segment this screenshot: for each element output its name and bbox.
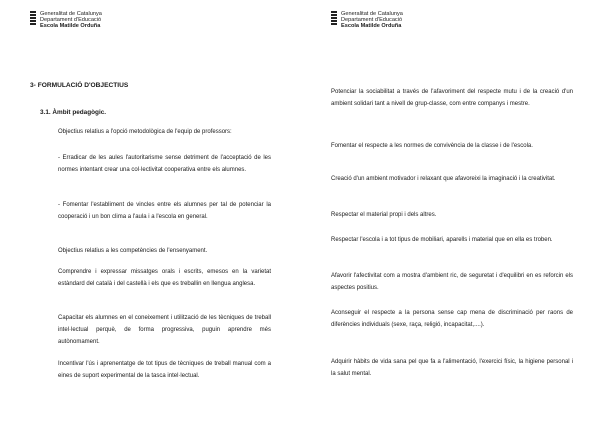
paragraph: Potenciar la sociabilitat a través de l'afavoriment del respecte mutu i de la creació d'un ambient solidari tant a nivell de grup-classe, com entre companys i mestre. <box>331 89 573 108</box>
header-line-school: Escola Matilde Orduña <box>40 23 101 30</box>
generalitat-logo-icon <box>331 11 337 28</box>
subsection-title: 3.1. Àmbit pedagògic. <box>40 109 107 116</box>
paragraph: Aconseguir el respecte a la persona sense cap mena de discriminació per raons de diferències individuals (sexe, raça, religió, incapacitat,....). <box>331 310 573 329</box>
paragraph: Creació d'un ambient motivador i relaxant que afavoreixi la imaginació i la creativitat. <box>331 176 556 182</box>
paragraph: Respectar el material propi i dels altres. <box>331 212 437 218</box>
right-page <box>300 0 600 424</box>
paragraph: Adquirir hàbits de vida sana pel que fa a l'alimentació, l'exercici físic, la higiene personal i la salut mental. <box>331 359 573 378</box>
header-line-institution: Generalitat de Catalunya <box>341 11 403 17</box>
header-line-institution: Generalitat de Catalunya <box>40 11 102 17</box>
paragraph: Objectius relatius a l'opció metodològica de l'equip de professors: <box>58 129 232 135</box>
header-line-department: Departament d'Educació <box>40 17 102 24</box>
paragraph: Fomentar el respecte a les normes de convivència de la classe i de l'escola. <box>331 143 533 149</box>
section-title: 3- FORMULACIÓ D'OBJECTIUS <box>30 82 129 89</box>
paragraph: Respectar l'escola i a tot tipus de mobiliari, aparells i material que en ella es troben. <box>331 237 553 243</box>
paragraph: - Fomentar l'establiment de vincles entre els alumnes per tal de potenciar la cooperació i un bon clima a l'aula i a l'escola en general. <box>58 202 271 221</box>
paragraph: Objectius relatius a les competències de l'ensenyament. <box>58 248 208 254</box>
generalitat-logo-icon <box>30 11 36 28</box>
header-line-school: Escola Matilde Orduña <box>341 23 402 30</box>
paragraph: Comprendre i expressar missatges orals i escrits, emesos en la varietat estàndard del català i del castellà i els que es treballin en llengua anglesa. <box>58 269 271 288</box>
paragraph: Capacitar els alumnes en el coneixement i utilització de les tècniques de treball intel·lectual perquè, de forma progressiva, puguin aprendre més autònomament. <box>58 315 271 346</box>
paragraph: Incentivar l'ús i aprenentatge de tot tipus de tècniques de treball manual com a eines de suport experimental de la tasca intel·lectual. <box>58 361 271 380</box>
paragraph: Afavorir l'afectivitat com a mostra d'ambient ric, de seguretat i d'equilibri en es reforcin els aspectes positius. <box>331 273 573 292</box>
paragraph: - Erradicar de les aules l'autoritarisme sense detriment de l'acceptació de les normes intentant crear una col·lectivitat cooperativa entre els alumnes. <box>58 155 271 174</box>
header-line-department: Departament d'Educació <box>341 17 403 24</box>
